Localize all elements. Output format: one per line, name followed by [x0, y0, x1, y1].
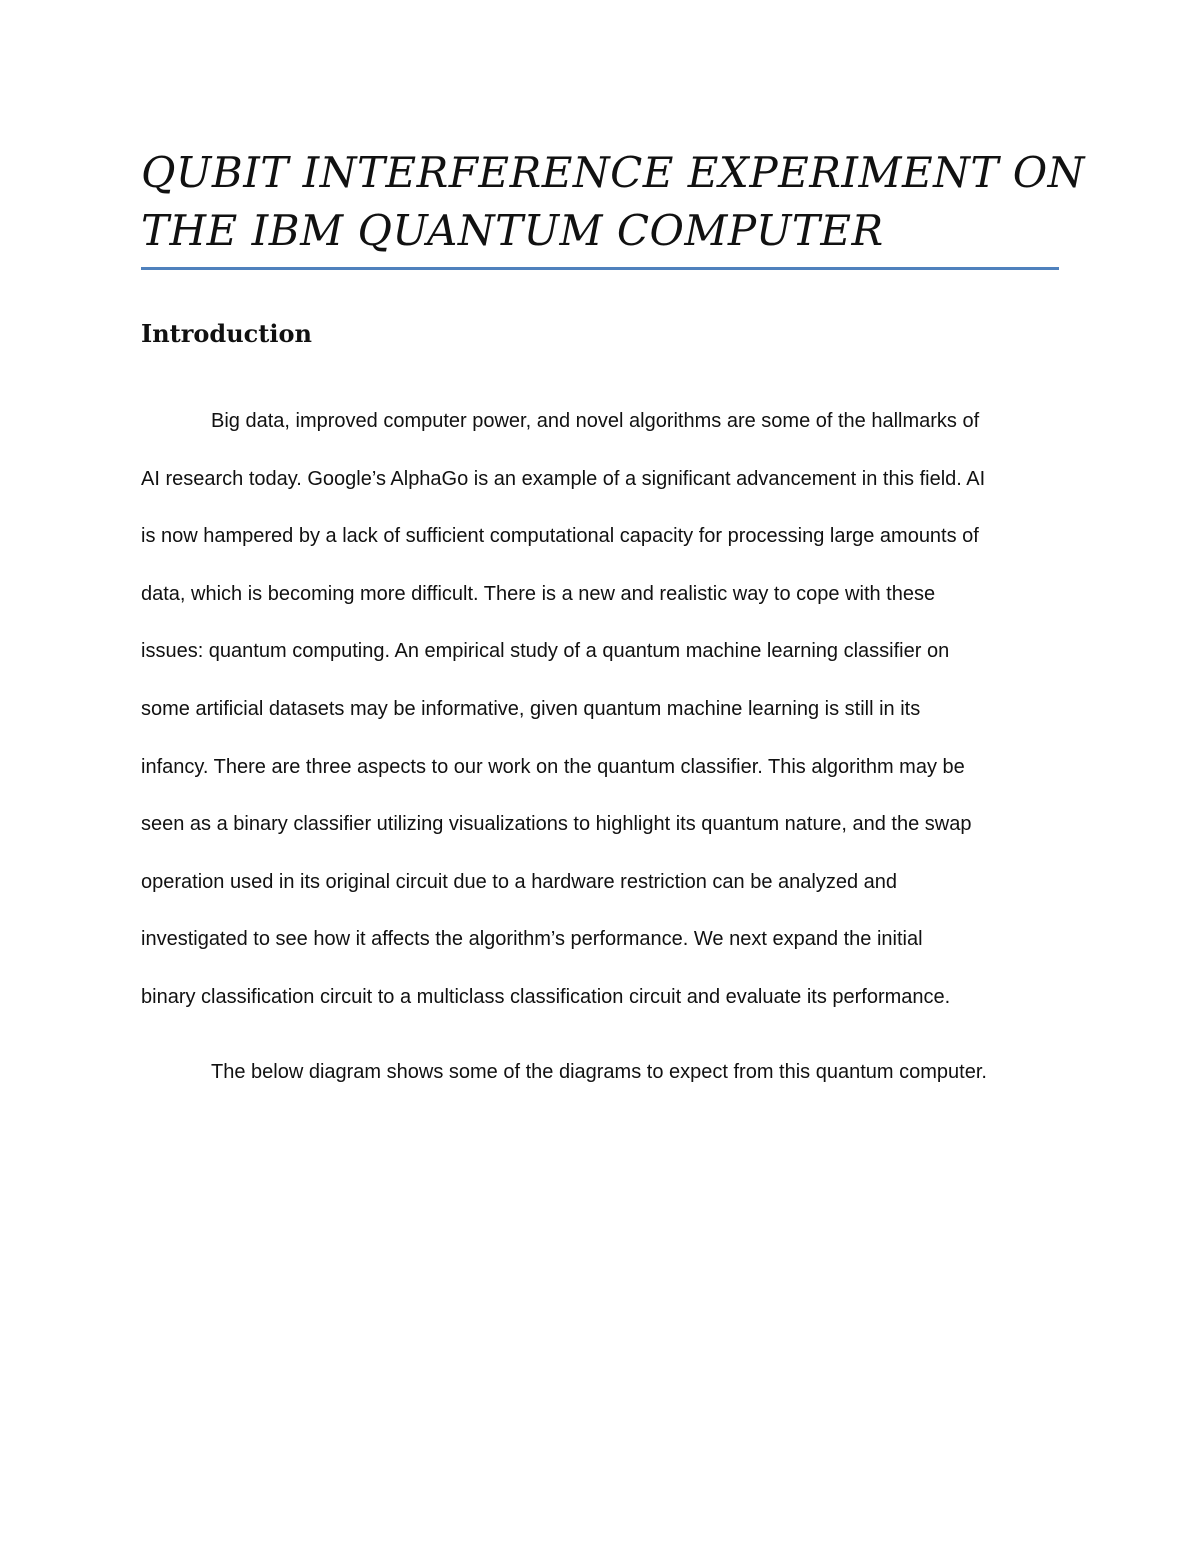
- title-line-2: THE IBM QUANTUM COMPUTER: [141, 206, 884, 255]
- document-title: [141, 144, 1085, 260]
- paragraph-line: AI research today. Google’s AlphaGo is an example of a significant advancement in this field. AI: [141, 467, 986, 490]
- paragraph-line: seen as a binary classifier utilizing visualizations to highlight its quantum nature, and the swap: [141, 813, 972, 836]
- paragraph-line: some artificial datasets may be informative, given quantum machine learning is still in its: [141, 697, 921, 720]
- paragraph-line: operation used in its original circuit due to a hardware restriction can be analyzed and: [141, 870, 897, 893]
- introduction-paragraph: [141, 405, 1061, 1039]
- diagram-intro-paragraph: [141, 1056, 1061, 1114]
- paragraph-line: data, which is becoming more difficult. There is a new and realistic way to cope with these: [141, 582, 936, 605]
- paragraph-line: Big data, improved computer power, and novel algorithms are some of the hallmarks of: [211, 410, 980, 432]
- title-line-1: QUBIT INTERFERENCE EXPERIMENT ON: [141, 148, 1085, 197]
- paragraph-line: is now hampered by a lack of sufficient computational capacity for processing large amounts of: [141, 525, 979, 548]
- section-heading-introduction: Introduction: [141, 319, 312, 348]
- paragraph-line: binary classification circuit to a multiclass classification circuit and evaluate its performance.: [141, 985, 951, 1008]
- paragraph-line: infancy. There are three aspects to our work on the quantum classifier. This algorithm may be: [141, 755, 965, 778]
- paragraph-line: The below diagram shows some of the diagrams to expect from this quantum computer.: [211, 1061, 987, 1083]
- paragraph-line: issues: quantum computing. An empirical study of a quantum machine learning classifier on: [141, 640, 950, 663]
- title-underline: [141, 267, 1059, 270]
- paragraph-line: investigated to see how it affects the algorithm’s performance. We next expand the initial: [141, 928, 923, 951]
